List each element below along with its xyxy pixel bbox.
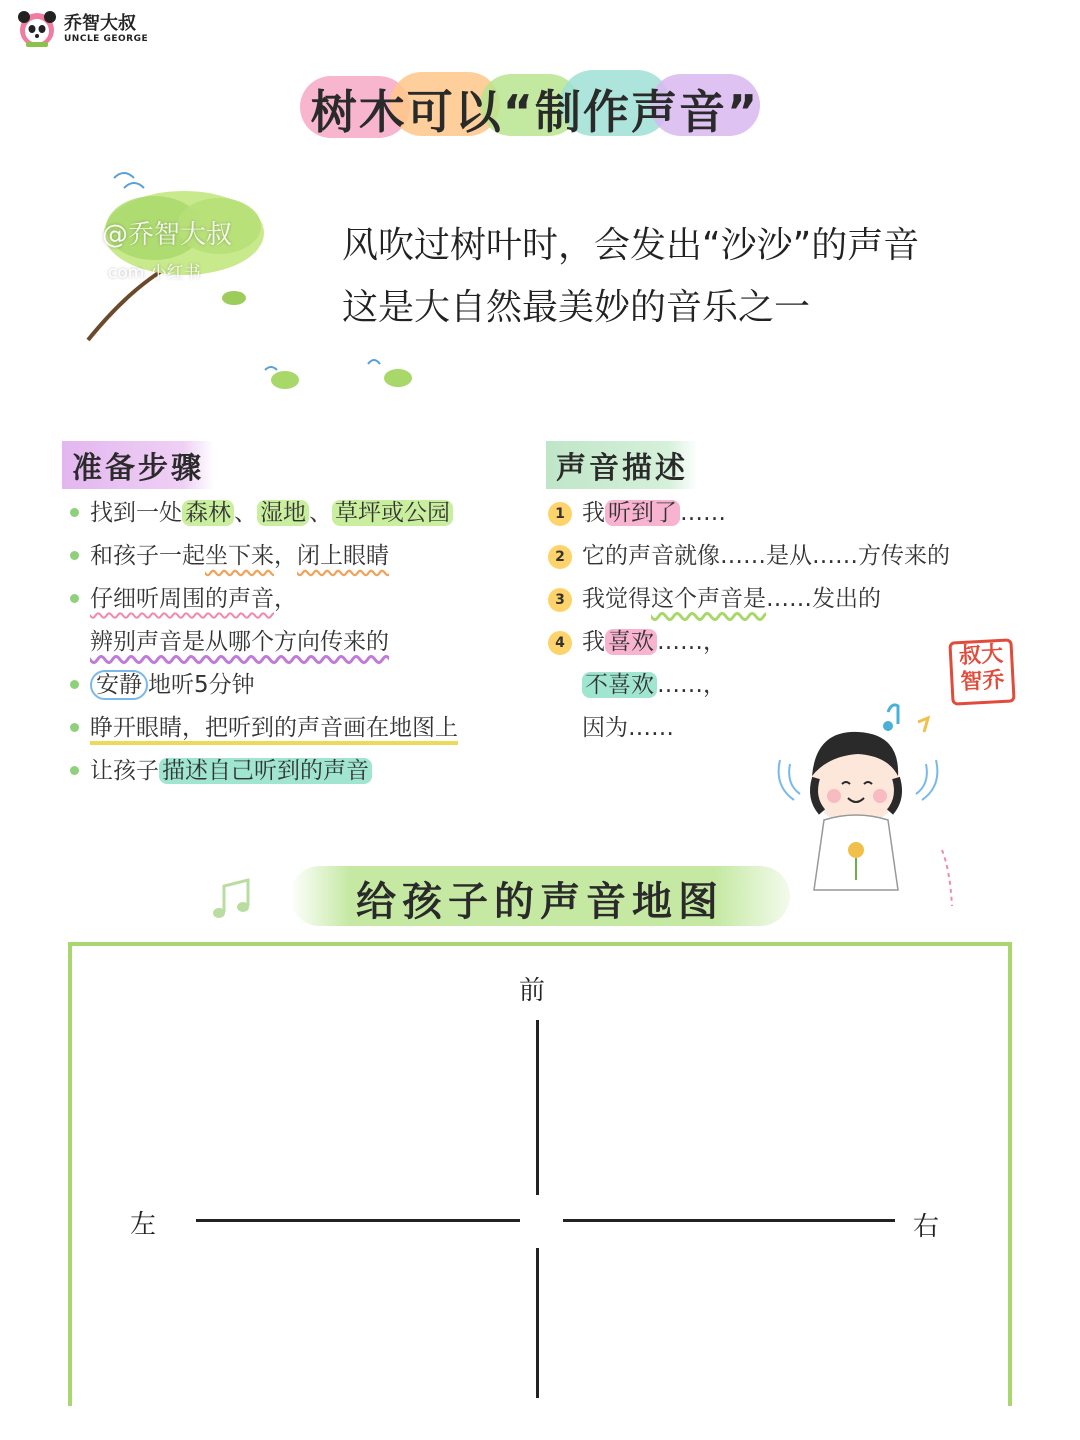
bullet-icon [70, 723, 79, 732]
item-2-text: 它的声音就像……是从……方传来的 [582, 543, 950, 569]
step-1-forest: 森林 [182, 500, 234, 526]
description-item-3 [548, 578, 1068, 621]
item-1-i: 我 [582, 500, 605, 526]
intro-text [342, 215, 919, 339]
item-4-like: 喜欢 [605, 629, 657, 655]
item-3-made-by: ……发出的 [766, 586, 881, 612]
step-4-text: 地听5分钟 [148, 672, 255, 698]
number-badge: 1 [548, 502, 572, 526]
panda-logo-icon [16, 10, 58, 48]
step-4-quiet: 安静 [90, 670, 148, 700]
map-axis-vertical-bottom [536, 1248, 539, 1398]
item-6-because: 因为…… [582, 715, 674, 741]
item-1-heard: 听到了 [605, 500, 680, 526]
bullet-icon [70, 508, 79, 517]
step-1-lawn-park: 草坪或公园 [332, 500, 453, 526]
step-1-sep-1: 、 [234, 500, 257, 526]
step-2-sit-down: 坐下来 [205, 543, 274, 569]
item-4-i: 我 [582, 629, 605, 655]
sound-map-frame [68, 942, 1012, 1406]
brand-name-cn: 乔智大叔 [64, 12, 136, 34]
music-note-icon [208, 878, 256, 922]
step-2-sep: ， [274, 543, 297, 569]
preparation-steps [68, 492, 538, 793]
girl-listening-illustration [760, 700, 970, 920]
watermark-handle: @乔智大叔 [102, 220, 233, 250]
bullet-icon [70, 680, 79, 689]
map-title: 给孩子的声音地图 [356, 879, 724, 925]
item-4-ellipsis: ……， [657, 629, 726, 655]
intro-line-2: 这是大自然最美妙的音乐之一 [342, 287, 811, 328]
bullet-icon [70, 551, 79, 560]
page-title-block [300, 62, 770, 152]
watermark-platform: com 小红书 [108, 263, 201, 283]
step-6 [68, 750, 538, 793]
brand-name-en: UNCLE GEORGE [64, 33, 149, 44]
item-3-think: 我觉得 [582, 586, 651, 612]
step-4 [68, 664, 538, 707]
bullet-icon [70, 594, 79, 603]
brand-logo [16, 10, 148, 48]
description-item-2 [548, 535, 1068, 578]
falling-leaf-icon [260, 360, 310, 400]
item-1-ellipsis: …… [680, 500, 726, 526]
number-badge: 4 [548, 631, 572, 655]
step-3-sep: ， [274, 586, 297, 612]
item-5-ellipsis: ……， [657, 672, 726, 698]
seal-row-1: 叔大 [958, 641, 1004, 670]
page-title: 树木可以“制作声音” [310, 85, 760, 139]
item-3-sound-is: 这个声音是 [651, 586, 766, 612]
step-1-wetland: 湿地 [257, 500, 309, 526]
item-5-dislike: 不喜欢 [582, 672, 657, 698]
preparation-title: 准备步骤 [62, 441, 214, 489]
step-2-close-eyes: 闭上眼睛 [297, 543, 389, 569]
seal-row-2: 智乔 [959, 667, 1006, 696]
step-3-direction: 辨别声音是从哪个方向传来的 [90, 629, 389, 655]
step-6-text: 让孩子 [90, 758, 159, 784]
description-item-1 [548, 492, 1068, 535]
step-1-sep-2: 、 [309, 500, 332, 526]
step-1 [68, 492, 538, 535]
map-title-block [290, 866, 790, 926]
tree-branch-illustration [84, 158, 274, 348]
step-5 [68, 707, 538, 750]
number-badge: 2 [548, 545, 572, 569]
step-5-text: 睁开眼睛，把听到的声音画在地图上 [90, 715, 458, 741]
description-title: 声音描述 [546, 441, 698, 489]
step-2 [68, 535, 538, 578]
step-6-describe: 描述自己听到的声音 [159, 758, 372, 784]
step-2-text: 和孩子一起 [90, 543, 205, 569]
falling-leaf-icon-2 [362, 352, 422, 396]
brand-seal-stamp [948, 638, 1015, 705]
step-3-continued [68, 621, 538, 664]
map-axis-vertical-top [536, 1020, 539, 1195]
map-label-left: 左 [130, 1210, 157, 1240]
step-1-text: 找到一处 [90, 500, 182, 526]
map-axis-horizontal-left [196, 1219, 520, 1222]
bullet-icon [70, 766, 79, 775]
step-3 [68, 578, 538, 621]
step-3-text: 仔细听周围的声音 [90, 586, 274, 612]
map-axis-horizontal-right [563, 1219, 895, 1222]
map-label-front: 前 [519, 976, 546, 1006]
map-label-right: 右 [913, 1212, 940, 1242]
intro-line-1: 风吹过树叶时，会发出“沙沙”的声音 [342, 225, 920, 266]
number-badge: 3 [548, 588, 572, 612]
